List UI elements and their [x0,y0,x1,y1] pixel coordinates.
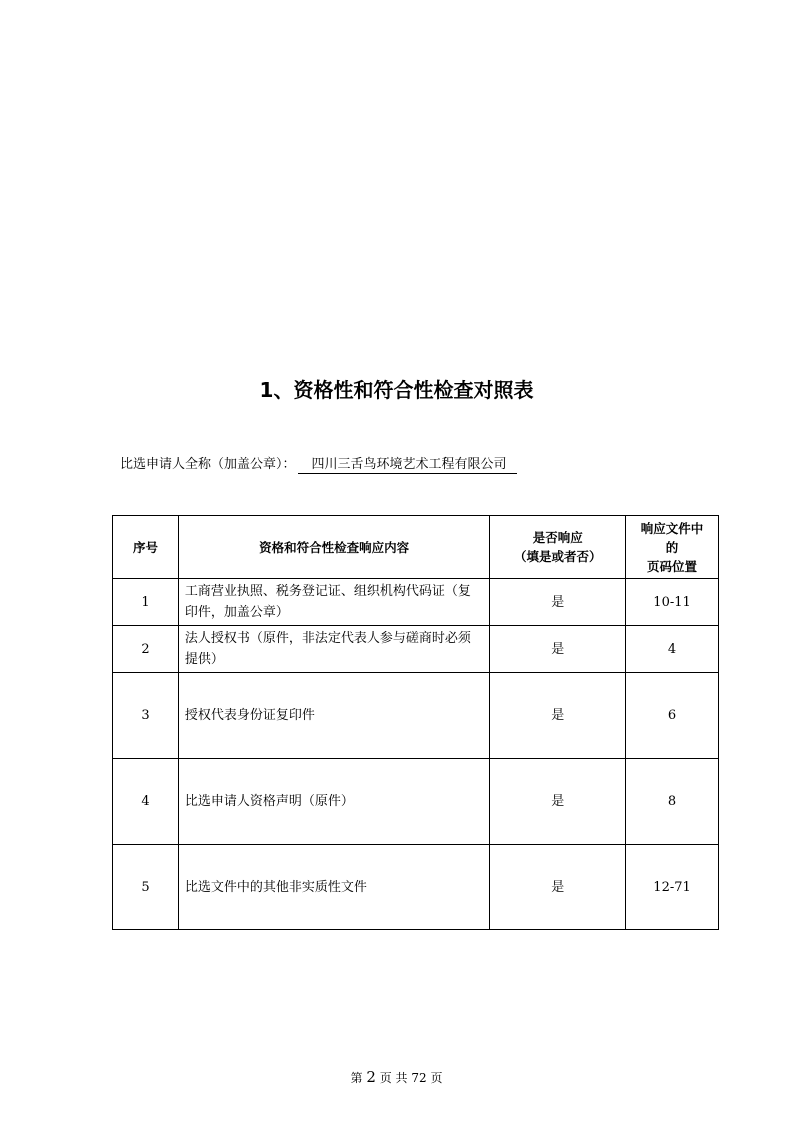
table-row [113,579,719,626]
row-number: 5 [113,845,179,930]
table-row [113,759,719,845]
row-content: 授权代表身份证复印件 [178,673,489,759]
row-content: 比选文件中的其他非实质性文件 [178,845,489,930]
applicant-line [120,453,517,474]
table-row [113,845,719,930]
row-response: 是 [490,845,626,930]
row-number: 2 [113,626,179,673]
applicant-name: 四川三舌鸟环境艺术工程有限公司 [298,453,517,474]
row-page: 12-71 [626,845,719,930]
total-pages: 72 [411,1071,427,1085]
footer-suffix: 页 [430,1071,443,1085]
header-content: 资格和符合性检查响应内容 [178,516,489,579]
header-page: 响应文件中 的 页码位置 [626,516,719,579]
row-page: 6 [626,673,719,759]
footer-mid: 页 共 [379,1071,408,1085]
table-row [113,673,719,759]
row-response: 是 [490,673,626,759]
row-response: 是 [490,626,626,673]
row-content: 工商营业执照、税务登记证、组织机构代码证（复印件，加盖公章） [178,579,489,626]
header-response: 是否响应 （填是或者否） [490,516,626,579]
row-content: 法人授权书（原件，非法定代表人参与磋商时必须提供） [178,626,489,673]
row-number: 3 [113,673,179,759]
current-page: 2 [366,1068,376,1086]
checklist-table [112,515,719,930]
row-response: 是 [490,759,626,845]
row-number: 1 [113,579,179,626]
row-page: 10-11 [626,579,719,626]
applicant-label: 比选申请人全称（加盖公章）： [120,457,296,472]
table-header [113,516,719,579]
row-content: 比选申请人资格声明（原件） [178,759,489,845]
row-number: 4 [113,759,179,845]
page-title: 1、资格性和符合性检查对照表 [259,378,534,402]
row-page: 4 [626,626,719,673]
row-response: 是 [490,579,626,626]
table-row [113,626,719,673]
footer-prefix: 第 [350,1071,363,1085]
page-footer [0,1068,793,1086]
header-no: 序号 [113,516,179,579]
row-page: 8 [626,759,719,845]
